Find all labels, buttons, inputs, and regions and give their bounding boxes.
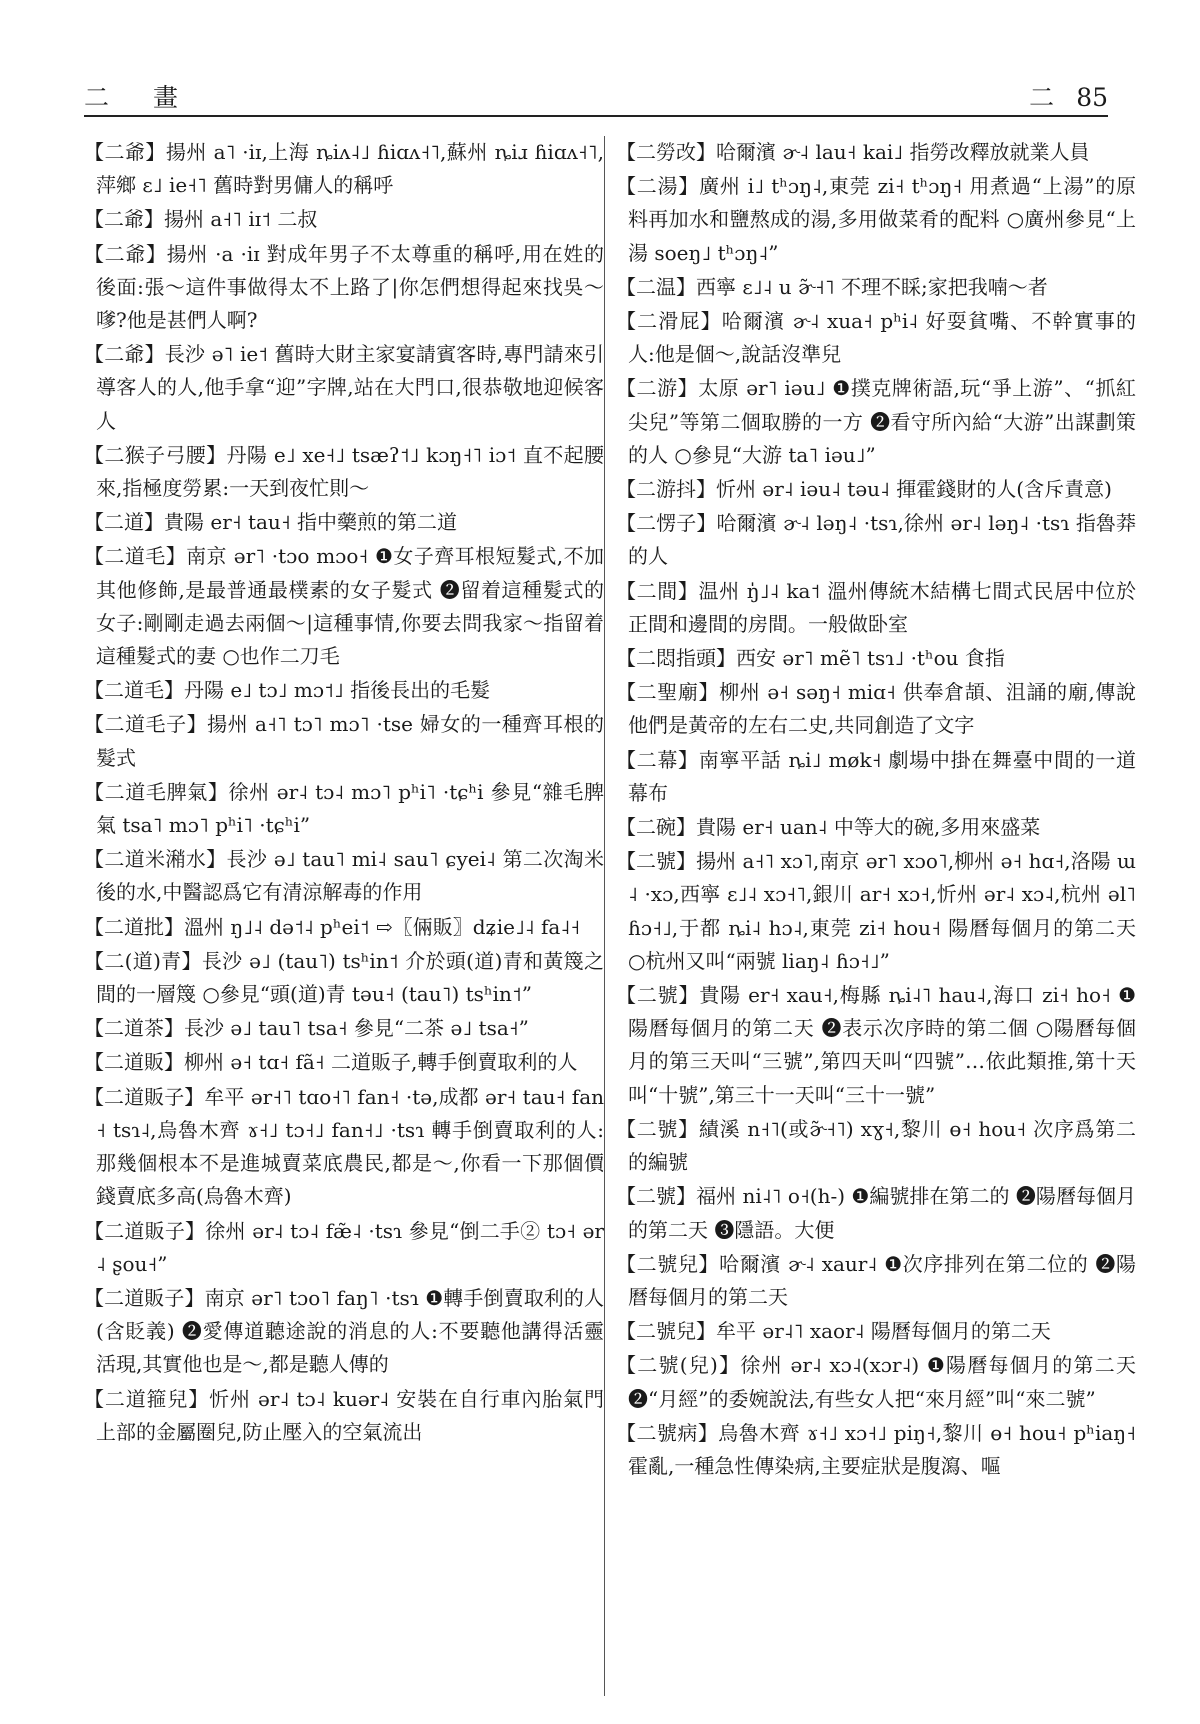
entry-headword: 【二幕】: [616, 747, 699, 772]
dictionary-entry: [616, 575, 1136, 641]
entry-definition: 丹陽 e˩ xe˧˩ tsæʔ˦˩ kɔŋ˧˥ iɔ˦ 直不起腰來,指極度勞累:一天到夜忙則～: [96, 442, 604, 501]
entry-definition: 長沙 ə˥ ie˦ 舊時大財主家宴請賓客時,專門請來引導客人的人,他手拿“迎”字牌,站在大門口,很恭敬地迎候客人: [96, 342, 604, 433]
dictionary-entry: [616, 1417, 1136, 1483]
entry-definition: 西寧 ɛ˩˨ u ɚ̃˧˥ 不理不睬;家把我喃～者: [696, 274, 1048, 299]
dictionary-entry: [616, 1113, 1136, 1179]
dictionary-entry: [616, 1248, 1136, 1314]
entry-headword: 【二號】: [616, 1184, 697, 1209]
dictionary-entry: [616, 1180, 1136, 1246]
entry-definition: 溫州 ŋ˩˨ də˦˨ pʰei˦ ⇨〖倆販〗dʑie˩˨ fa˨˧: [184, 914, 581, 939]
section-title: 二 畫: [84, 83, 196, 112]
entry-headword: 【二號】: [616, 849, 697, 874]
entry-definition: 忻州 ər˨ iəu˨ təu˨ 揮霍錢財的人(含斥責意): [716, 477, 1112, 502]
entry-headword: 【二愣子】: [616, 511, 717, 536]
entry-definition: 徐州 ər˨ tɔ˨ fæ̃˨ ·tsɿ 參見“倒二手② tɔ˧ ər˨ ʂou˧”: [96, 1218, 604, 1276]
dictionary-entry: [616, 642, 1136, 675]
dictionary-entry: [616, 372, 1136, 472]
entry-headword: 【二聖廟】: [616, 680, 720, 705]
entry-definition: 南京 ər˥ tɔo˥ faŋ˥ ·tsɿ ❶轉手倒賣取利的人(含貶義) ❷愛傳道聽途說的消息的人:不要聽他講得活靈活現,其實他也是～,都是聽人傳的: [96, 1285, 604, 1377]
entry-definition: 牟平 ər˨˥ xaor˨ 陽曆每個月的第二天: [716, 1319, 1051, 1344]
page-number: 85: [1076, 83, 1108, 112]
entry-headword: 【二道毛】: [84, 678, 184, 703]
entry-headword: 【二道毛脾氣】: [84, 779, 229, 804]
entry-headword: 【二道販】: [84, 1050, 184, 1075]
entry-headword: 【二道毛子】: [84, 712, 208, 737]
entry-definition: 哈爾濱 ɚ˨ ləŋ˨ ·tsɿ,徐州 ər˨ ləŋ˨ ·tsɿ 指魯莽的人: [628, 511, 1136, 569]
entry-headword: 【二爺】: [84, 207, 164, 232]
dictionary-entry: [84, 338, 604, 438]
entry-headword: 【二爺】: [84, 140, 166, 164]
dictionary-entry: [84, 1012, 604, 1045]
dictionary-entry: [616, 473, 1136, 506]
entry-definition: 福州 ni˨˥ o˧(h-) ❶編號排在第二的 ❷陽曆每個月的第二天 ❸隱語。大便: [628, 1184, 1136, 1242]
entry-definition: 丹陽 e˩ tɔ˩ mɔ˦˩ 指後長出的毛髮: [184, 678, 491, 703]
dictionary-entry: [616, 811, 1136, 844]
entry-headword: 【二道販子】: [84, 1218, 206, 1243]
entry-headword: 【二碗】: [616, 815, 696, 840]
entry-definition: 柳州 ə˧ səŋ˧ miɑ˧ 供奉倉頡、沮誦的廟,傳說他們是黃帝的左右二史,共同創造了文字: [628, 680, 1136, 738]
entry-headword: 【二號(兒)】: [616, 1353, 741, 1378]
column-divider: [604, 136, 605, 1696]
entry-headword: 【二道販子】: [84, 1285, 205, 1310]
entry-definition: 績溪 n˧˥(或ɚ̃˧˥) xɣ˧,黎川 ɵ˧ hou˧ 次序爲第二的編號: [628, 1116, 1136, 1175]
left-column: [84, 136, 604, 1696]
entry-definition: 烏魯木齊 ɤ˧˩ xɔ˧˩ piŋ˧,黎川 ɵ˧ hou˧ pʰiaŋ˧ 霍亂,一種急性傳染病,主要症狀是腹瀉、嘔: [628, 1420, 1136, 1478]
entry-definition: 哈爾濱 ɚ˨ lau˧ kai˩ 指勞改釋放就業人員: [716, 140, 1090, 164]
dictionary-entry: [84, 843, 604, 909]
entry-definition: 揚州 a˧˥ tɔ˥ mɔ˥ ·tse 婦女的一種齊耳根的髮式: [96, 712, 604, 770]
entry-headword: 【二爺】: [84, 241, 167, 266]
entry-definition: 忻州 ər˨ tɔ˨ kuər˨ 安裝在自行車內胎氣門上部的金屬圈兒,防止壓入的空氣流出: [96, 1386, 604, 1444]
dictionary-entry: [84, 238, 604, 338]
dictionary-entry: [84, 1081, 604, 1214]
dictionary-entry: [616, 676, 1136, 742]
dictionary-entry: [84, 1046, 604, 1079]
dictionary-entry: [84, 506, 604, 539]
entry-definition: 貴陽 er˧ xau˧,梅縣 ȵi˨˥ hau˨,海口 zi˧ ho˧ ❶陽曆每個月的第二天 ❷表示次序時的第二個 ○陽曆每個月的第三天叫“三號”,第四天叫“四號”…依此類推,第十天叫“十號”,第三十一天叫“三十一號”: [628, 983, 1136, 1107]
dictionary-entry: [84, 136, 604, 202]
entry-headword: 【二道毛】: [84, 544, 187, 569]
dictionary-entry: [84, 1215, 604, 1281]
entry-headword: 【二道販子】: [84, 1084, 205, 1109]
entry-headword: 【二道箍兒】: [84, 1386, 210, 1411]
entry-headword: 【二號兒】: [616, 1319, 716, 1344]
dictionary-entry: [616, 136, 1136, 169]
entry-definition: 揚州 ·a ·iɪ 對成年男子不太尊重的稱呼,用在姓的後面:張～這件事做得太不上路了|你怎們想得起來找吳～嗲?他是甚們人啊?: [96, 241, 604, 333]
entry-headword: 【二滑屁】: [616, 309, 722, 334]
entry-headword: 【二號病】: [616, 1420, 719, 1445]
entry-definition: 太原 ər˥ iəu˩ ❶撲克牌術語,玩“爭上游”、“抓紅尖兒”等第二個取勝的一方 ❷看守所內給“大游”出謀劃策的人 ○參見“大游 ta˥ iəu˩”: [628, 376, 1136, 467]
entry-definition: 貴陽 er˧ tau˧ 指中藥煎的第二道: [164, 510, 458, 535]
entry-definition: 南寧平話 ȵi˩ møk˧ 劇場中掛在舞臺中間的一道幕布: [628, 747, 1136, 805]
dictionary-entry: [616, 1349, 1136, 1415]
entry-headword: 【二號】: [616, 1116, 699, 1141]
dictionary-entry: [616, 845, 1136, 978]
page-number-block: [1029, 78, 1108, 114]
dictionary-entry: [616, 1315, 1136, 1348]
entry-headword: 【二游抖】: [616, 477, 716, 502]
header-rule: [84, 115, 1108, 117]
dictionary-entry: [616, 305, 1136, 371]
dictionary-entry: [84, 776, 604, 842]
entry-definition: 貴陽 er˧ uan˨ 中等大的碗,多用來盛菜: [696, 815, 1041, 840]
entry-headword: 【二道批】: [84, 914, 184, 939]
entry-headword: 【二游】: [616, 376, 699, 401]
entry-definition: 柳州 ə˧ tɑ˧ fã˧ 二道販子,轉手倒賣取利的人: [184, 1050, 578, 1075]
entry-definition: 揚州 a˧˥ xɔ˥,南京 ər˥ xɔo˥,柳州 ə˧ hɑ˧,洛陽 ɯ˨ ·xɔ,西寧 ɛ˩˨ xɔ˧˥,銀川 ar˧ xɔ˧,忻州 ər˨ xɔ˨,杭州 əl˥ ɦɔ˧˩,于都 ȵi˨ hɔ˨,東莞 zi˧ hou˧ 陽曆每個月的第二天 ○杭州又叫“兩號 liaŋ˨ ɦɔ˧˩”: [628, 849, 1136, 973]
dictionary-entry: [84, 203, 604, 236]
entry-headword: 【二爺】: [84, 342, 165, 367]
dictionary-entry: [616, 507, 1136, 573]
entry-definition: 長沙 ə˩ tau˥ tsa˧ 參見“二茶 ə˩ tsa˧”: [184, 1016, 529, 1041]
entry-headword: 【二道米潲水】: [84, 847, 227, 872]
dictionary-entry: [84, 540, 604, 673]
entry-headword: 【二道茶】: [84, 1016, 184, 1041]
entry-definition: 哈爾濱 ɚ˨ xua˧ pʰi˨ 好耍貧嘴、不幹實事的人:他是個～,說話沒準兒: [628, 309, 1136, 367]
entry-definition: 長沙 ə˩ tau˥ mi˨ sau˥ ɕyei˨ 第二次淘米後的水,中醫認爲它有清涼解毒的作用: [96, 847, 604, 905]
dictionary-entry: [84, 945, 604, 1011]
dictionary-entry: [84, 1282, 604, 1382]
entry-headword: 【二間】: [616, 578, 699, 603]
dictionary-entry: [84, 439, 604, 505]
entry-definition: 揚州 a˧˥ iɪ˦ 二叔: [164, 207, 318, 232]
dictionary-entry: [84, 708, 604, 774]
dictionary-entry: [616, 744, 1136, 810]
entry-definition: 牟平 ər˧˥ tɑo˧˥ fan˧ ·tə,成都 ər˧ tau˧ fan˧ tsɿ˨,烏魯木齊 ɤ˧˩ tɔ˧˩ fan˧˩ ·tsɿ 轉手倒賣取利的人:那幾個根本不是進城賣菜底農民,都是～,你看一下那個價錢賣底多高(烏魯木齊): [96, 1084, 604, 1209]
entry-definition: 揚州 a˥ ·iɪ,上海 ȵiʌ˨˩ ɦiɑʌ˧˥,蘇州 ȵiɹ ɦiɑʌ˧˥,萍鄉 ɛ˩ ie˧˥ 舊時對男傭人的稱呼: [96, 140, 604, 198]
entry-definition: 哈爾濱 ɚ˨ xaur˨ ❶次序排列在第二位的 ❷陽曆每個月的第二天: [628, 1251, 1136, 1309]
right-column: [616, 136, 1136, 1696]
entry-definition: 廣州 i˩ tʰɔŋ˨,東莞 zi˧ tʰɔŋ˧ 用煮過“上湯”的原料再加水和鹽熬成的湯,多用做菜肴的配料 ○廣州參見“上湯 soeŋ˩ tʰɔŋ˨”: [628, 174, 1136, 265]
dictionary-entry: [616, 979, 1136, 1112]
entry-definition: 西安 ər˥ mẽ˥ tsɿ˩ ·tʰou 食指: [736, 646, 1005, 671]
dictionary-entry: [616, 170, 1136, 270]
entry-headword: 【二號】: [616, 983, 700, 1008]
entry-definition: 徐州 ər˨ tɔ˨ mɔ˥ pʰi˥ ·tɕʰi 參見“雜毛脾氣 tsa˥ mɔ˥ pʰi˥ ·tɕʰi”: [96, 779, 604, 838]
dictionary-entry: [84, 911, 604, 944]
page-header: [84, 78, 1108, 112]
entry-definition: 徐州 ər˨ xɔ˨(xɔr˨) ❶陽曆每個月的第二天 ❷“月經”的委婉說法,有些女人把“來月經”叫“來二號”: [628, 1353, 1136, 1411]
entry-definition: 長沙 ə˩ (tau˥) tsʰin˦ 介於頭(道)青和黃篾之間的一層篾 ○參見“頭(道)青 təu˧ (tau˥) tsʰin˦”: [96, 948, 604, 1007]
dictionary-entry: [616, 271, 1136, 304]
entry-headword: 【二道】: [84, 510, 164, 535]
entry-headword: 【二(道)青】: [84, 948, 202, 973]
dictionary-entry: [84, 1383, 604, 1449]
dictionary-entry: [84, 674, 604, 707]
entry-definition: 温州 ŋ̍˩˨ ka˦ 溫州傳統木結構七間式民居中位於正間和邊間的房間。一般做卧室: [628, 578, 1136, 636]
entry-headword: 【二温】: [616, 274, 696, 299]
entry-headword: 【二湯】: [616, 174, 700, 199]
entry-headword: 【二悶指頭】: [616, 646, 736, 671]
entry-headword: 【二號兒】: [616, 1251, 720, 1276]
entry-headword: 【二勞改】: [616, 140, 716, 164]
entry-headword: 【二猴子弓腰】: [84, 442, 227, 467]
section-char: 二: [1029, 83, 1055, 112]
entry-definition: 南京 ər˥ ·tɔo mɔo˧ ❶女子齊耳根短髮式,不加其他修飾,是最普通最樸素的女子髮式 ❷留着這種髮式的女子:剛剛走過去兩個～|這種事情,你要去問我家～指留着這種髮式的妻 ○也作二刀毛: [96, 544, 604, 669]
